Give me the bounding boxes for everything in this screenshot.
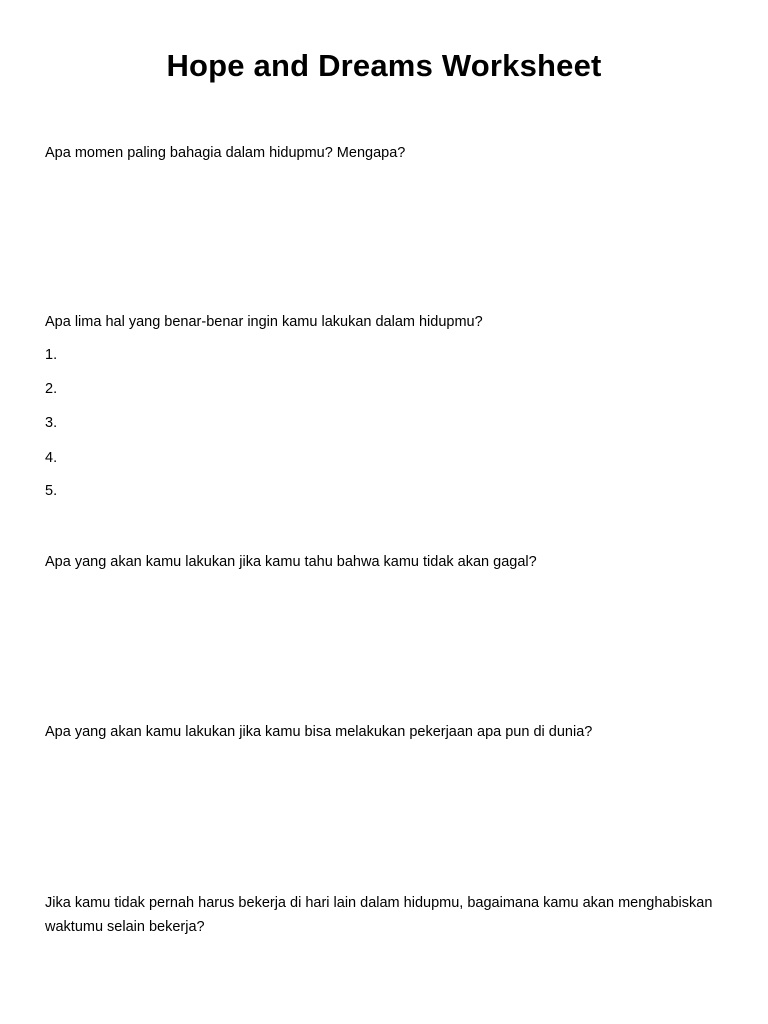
- list-number-1: 1.: [45, 347, 58, 363]
- page-title: Hope and Dreams Worksheet: [166, 48, 602, 83]
- list-number-2: 2.: [45, 381, 58, 397]
- list-number-4: 4.: [45, 450, 58, 466]
- question-any-job: Apa yang akan kamu lakukan jika kamu bisa melakukan pekerjaan apa pun di dunia?: [45, 724, 593, 740]
- question-if-not-fail: Apa yang akan kamu lakukan jika kamu tahu bahwa kamu tidak akan gagal?: [45, 554, 537, 570]
- question-never-work: Jika kamu tidak pernah harus bekerja di hari lain dalam hidupmu, bagaimana kamu akan menghabiskan waktumu selain bekerja?: [45, 895, 713, 935]
- question-happiest-moment: Apa momen paling bahagia dalam hidupmu? Mengapa?: [45, 145, 406, 161]
- list-number-3: 3.: [45, 415, 58, 431]
- list-number-5: 5.: [45, 483, 58, 499]
- question-five-things: Apa lima hal yang benar-benar ingin kamu lakukan dalam hidupmu?: [45, 314, 483, 330]
